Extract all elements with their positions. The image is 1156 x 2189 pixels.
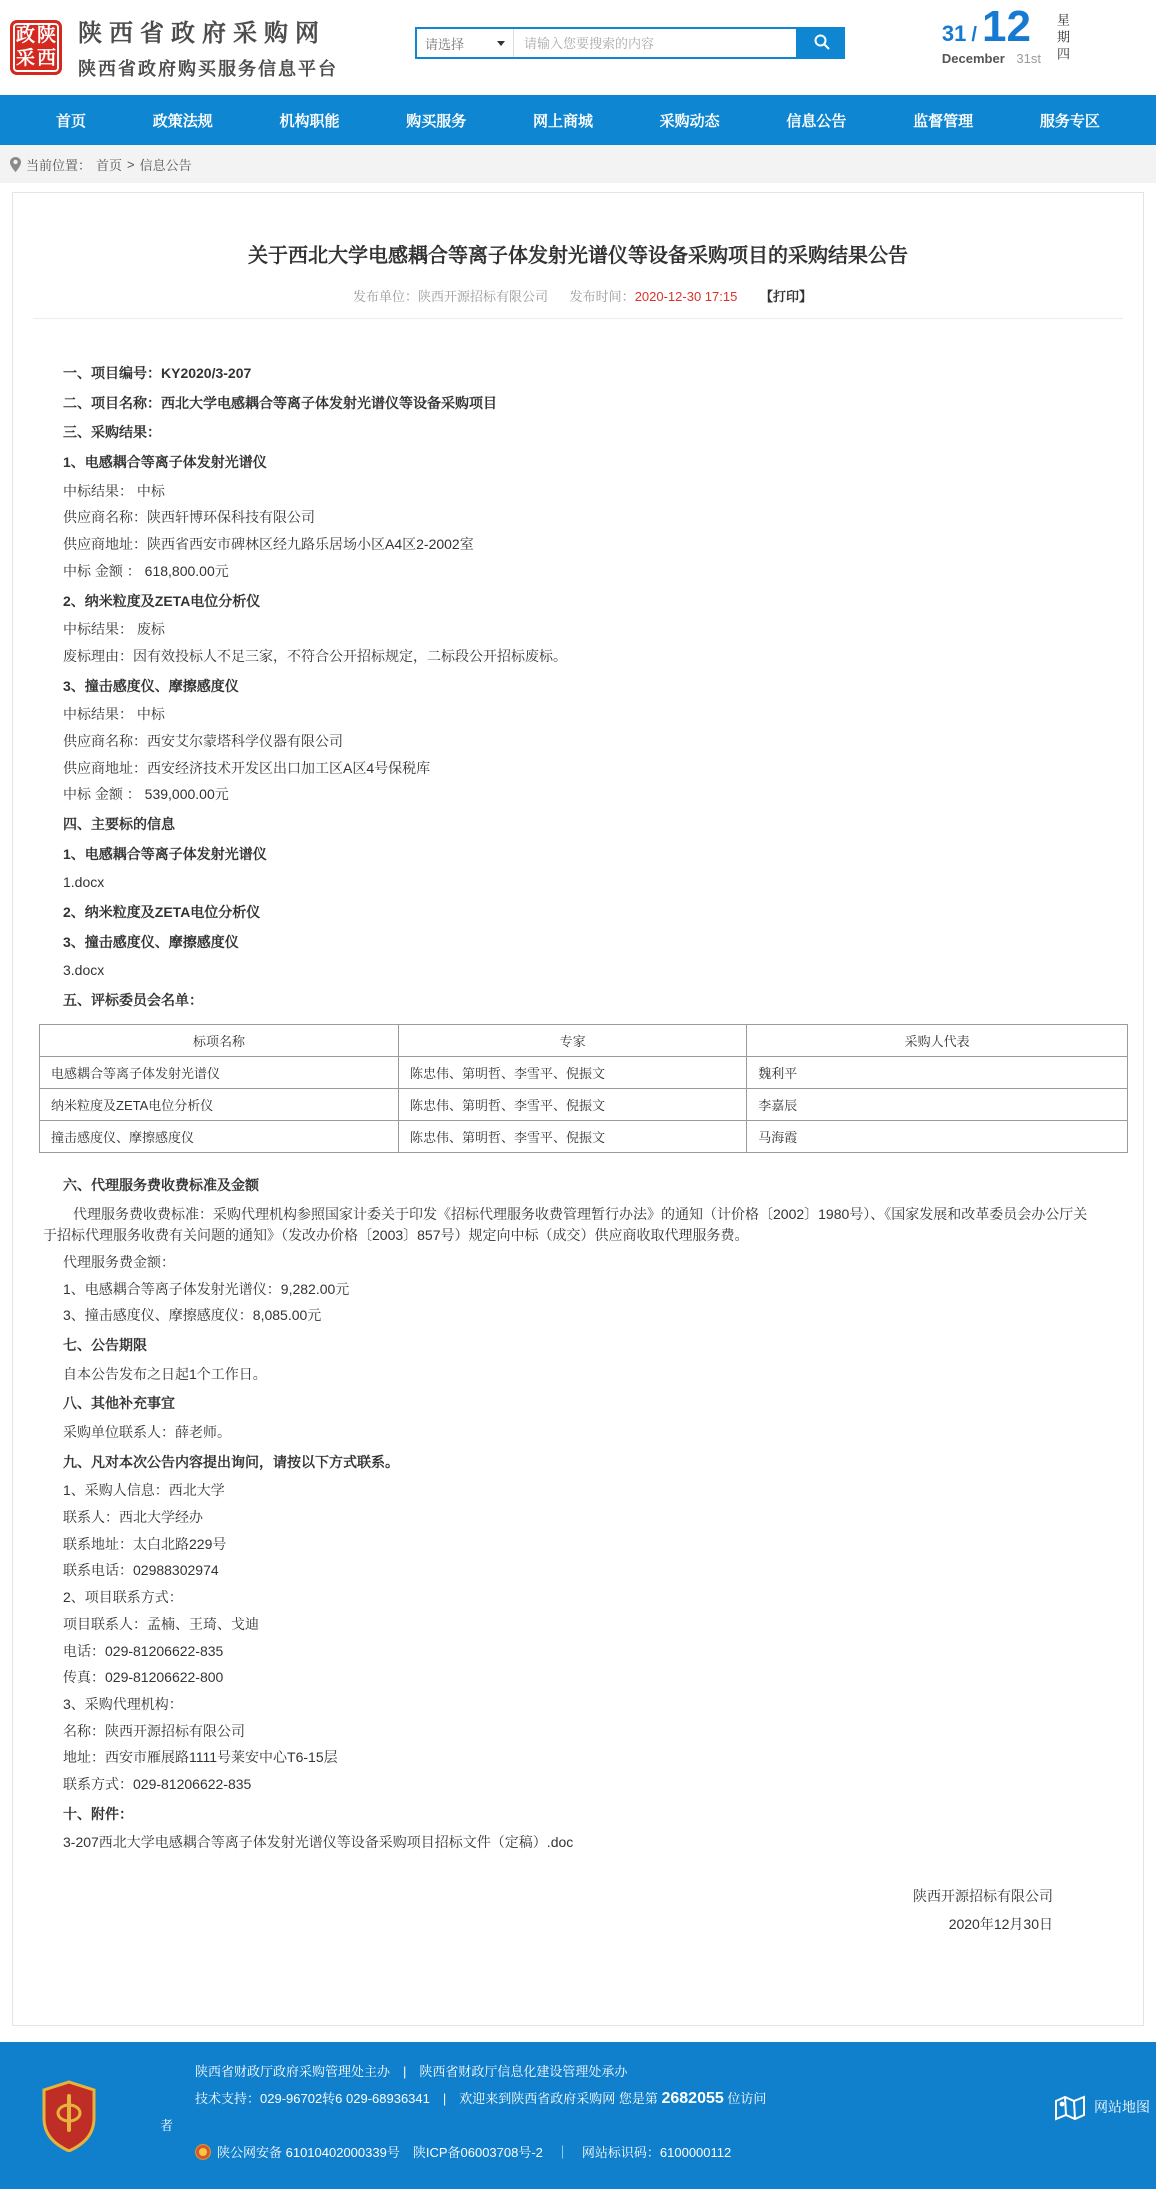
logo-seal-char: 西 [36, 47, 56, 69]
signature-date: 2020年12月30日 [948, 1916, 1053, 1932]
sitemap-label: 网站地图 [1094, 2099, 1150, 2115]
logo-seal-char: 陕 [36, 25, 56, 47]
article-line: 中标结果： 废标 [63, 621, 165, 638]
table-row [40, 1120, 1128, 1152]
article-line: 名称：陕西开源招标有限公司 [63, 1722, 245, 1739]
article-line: 电话：029-81206622-835 [63, 1642, 224, 1659]
article-line: 四、主要标的信息 [63, 816, 175, 832]
signature-company: 陕西开源招标有限公司 [913, 1888, 1053, 1904]
article-line: 代理服务费金额： [63, 1253, 175, 1270]
date-widget [941, 2, 1072, 66]
sitemap-map-icon [1053, 2092, 1087, 2122]
article-line: 2、纳米粒度及ZETA电位分析仪 [63, 904, 261, 921]
breadcrumb-separator: > [127, 156, 135, 172]
article-line: 中标结果： 中标 [63, 706, 165, 723]
search-input[interactable] [514, 29, 796, 57]
article-line: 九、凡对本次公告内容提出询问，请按以下方式联系。 [63, 1453, 399, 1470]
table-row [40, 1056, 1128, 1088]
article-line: 供应商名称：西安艾尔蒙塔科学仪器有限公司 [63, 732, 343, 749]
table-row [40, 1088, 1128, 1120]
article-line: 供应商名称：陕西轩博环保科技有限公司 [63, 509, 315, 526]
date-weekday: 星期四 [1055, 13, 1070, 64]
footer-organizer-line: 陕西省财政厅政府采购管理处主办 | 陕西省财政厅信息化建设管理处承办 [195, 2064, 628, 2079]
article-line: 1、电感耦合等离子体发射光谱仪 [63, 454, 267, 471]
support-text-post: 位访问 [723, 2091, 767, 2106]
table-header-cell: 标项名称 [40, 1024, 399, 1056]
article-line: 六、代理服务费收费标准及金额 [63, 1176, 259, 1193]
publish-time-segment [570, 289, 738, 304]
article-line: 中标结果： 中标 [63, 482, 165, 499]
article-line: 联系人：西北大学经办 [63, 1509, 203, 1526]
nav-item-5[interactable]: 采购动态 [659, 112, 720, 130]
beian-text: 陕公网安备 61010402000339号 陕ICP备06003708号-2 ｜ 网站标识码：6100000112 [217, 2145, 732, 2160]
article-line: 二、项目名称：西北大学电感耦合等离子体发射光谱仪等设备采购项目 [63, 394, 497, 411]
nav-item-3[interactable]: 购买服务 [406, 112, 467, 130]
article-line: 联系电话：02988302974 [63, 1562, 219, 1579]
logo-seal-char: 政 [15, 25, 35, 47]
article-line: 3、撞击感度仪、摩擦感度仪：8,085.00元 [63, 1307, 322, 1324]
article-line: 3、采购代理机构： [63, 1695, 183, 1712]
breadcrumb-prefix: 当前位置： [26, 157, 92, 173]
article-line: 五、评标委员会名单： [63, 992, 203, 1009]
search-category-select[interactable] [417, 29, 514, 57]
site-subtitle: 陕西省政府购买服务信息平台 [78, 59, 338, 79]
article-line: 供应商地址：西安经济技术开发区出口加工区A区4号保税库 [63, 759, 431, 776]
table-header-cell: 专家 [399, 1024, 747, 1056]
publisher-segment [353, 289, 548, 304]
logo-seal-icon [10, 20, 62, 75]
table-cell: 陈忠伟、第明哲、李雪平、倪振文 [399, 1088, 747, 1120]
article-line: 1、采购人信息：西北大学 [63, 1482, 225, 1499]
page-footer [0, 2042, 1156, 2189]
footer-beian-line [160, 2139, 860, 2166]
date-day: 31 [941, 21, 967, 46]
search-select-label: 请选择 [425, 36, 465, 52]
location-pin-icon [10, 157, 21, 172]
page-header [0, 0, 1156, 95]
article-line: 废标理由：因有效投标人不足三家，不符合公开招标规定，二标段公开招标废标。 [63, 647, 567, 664]
nav-item-7[interactable]: 监督管理 [913, 112, 974, 130]
article-line: 七、公告期限 [63, 1336, 147, 1353]
date-block [941, 2, 1041, 66]
article-title: 关于西北大学电感耦合等离子体发射光谱仪等设备采购项目的采购结果公告 [248, 245, 908, 267]
search-icon [813, 33, 831, 54]
table-cell: 陈忠伟、第明哲、李雪平、倪振文 [399, 1120, 747, 1152]
article-line: 2、项目联系方式： [63, 1589, 183, 1606]
article-line: 代理服务费收费标准：采购代理机构参照国家计委关于印发《招标代理服务收费管理暂行办法》的通知（计价格〔2002〕1980号）、《国家发展和改革委员会办公厅关于招标代理服务收费有关问题的通知》（发改办价格〔2003〕857号）规定向中标（成交）供应商收取代理服务费。 [43, 1205, 1088, 1244]
article-line: 联系方式：029-81206622-835 [63, 1775, 252, 1792]
nav-item-0[interactable]: 首页 [56, 112, 87, 130]
article-line: 2、纳米粒度及ZETA电位分析仪 [63, 592, 261, 609]
main-nav [0, 95, 1156, 145]
signature-block [63, 1882, 1093, 1938]
breadcrumb-current-link[interactable]: 信息公告 [139, 157, 192, 173]
logo-seal-char: 采 [15, 47, 35, 69]
date-month-en: December [941, 51, 1005, 66]
article-line: 中标 金额 ： 539,000.00元 [63, 786, 229, 803]
article-line: 自本公告发布之日起1个工作日。 [63, 1365, 267, 1382]
nav-item-1[interactable]: 政策法规 [152, 112, 213, 130]
article-line: 联系地址：太白北路229号 [63, 1535, 227, 1552]
publisher-value: 陕西开源招标有限公司 [418, 289, 549, 304]
site-title-block [78, 13, 338, 81]
article-line: 3、撞击感度仪、摩擦感度仪 [63, 933, 239, 950]
nav-item-4[interactable]: 网上商城 [532, 112, 593, 130]
article-line: 中标 金额 ： 618,800.00元 [63, 562, 229, 579]
footer-support-line [160, 2085, 860, 2112]
nav-item-2[interactable]: 机构职能 [279, 112, 340, 130]
article-line: 地址：西安市雁展路1111号莱安中心T6-15层 [63, 1749, 338, 1766]
content-card [12, 192, 1144, 2026]
table-cell: 马海霞 [747, 1120, 1128, 1152]
table-cell: 李嘉辰 [747, 1088, 1128, 1120]
search-button[interactable] [798, 27, 845, 59]
article-line: 八、其他补充事宜 [63, 1395, 175, 1412]
table-cell: 魏利平 [747, 1056, 1128, 1088]
date-slash: / [971, 24, 977, 46]
table-cell: 陈忠伟、第明哲、李雪平、倪振文 [399, 1056, 747, 1088]
search-box [415, 27, 798, 59]
search-bar [415, 27, 845, 59]
support-text: 技术支持：029-96702转6 029-68936341 | 欢迎来到陕西省政府采购网 您是第 [195, 2091, 662, 2106]
breadcrumb-home-link[interactable]: 首页 [96, 157, 123, 173]
nav-item-6[interactable]: 信息公告 [786, 112, 847, 130]
article-meta [13, 286, 1143, 305]
article-line: 1、电感耦合等离子体发射光谱仪 [63, 845, 267, 862]
footer-support-wrap-line: 者 [160, 2118, 174, 2133]
sitemap-button[interactable] [1053, 2092, 1150, 2122]
visitor-count: 2682055 [661, 2090, 724, 2107]
date-day-en: 31st [1016, 51, 1041, 66]
nav-item-8[interactable]: 服务专区 [1039, 112, 1100, 130]
publish-time-value: 2020-12-30 17:15 [634, 289, 738, 304]
article-line: 一、项目编号：KY2020/3-207 [63, 365, 252, 381]
integrity-emblem-icon [40, 2080, 98, 2157]
table-cell: 电感耦合等离子体发射光谱仪 [40, 1056, 399, 1088]
publish-time-label: 发布时间： [569, 289, 635, 304]
article-line: 供应商地址：陕西省西安市碑林区经九路乐居场小区A4区2-2002室 [63, 536, 474, 553]
attachment-link[interactable]: 3.docx [63, 962, 105, 979]
committee-table [39, 1024, 1128, 1153]
table-cell: 撞击感度仪、摩擦感度仪 [40, 1120, 399, 1152]
attachment-link[interactable]: 1.docx [63, 874, 105, 891]
site-logo[interactable] [10, 13, 338, 81]
site-title: 陕西省政府采购网 [78, 20, 326, 47]
breadcrumb [0, 145, 1156, 183]
footer-text-block [160, 2058, 860, 2166]
attachment-link[interactable]: 3-207西北大学电感耦合等离子体发射光谱仪等设备采购项目招标文件（定稿）.doc [63, 1834, 574, 1851]
date-month: 12 [981, 2, 1031, 51]
article-line: 三、采购结果： [63, 424, 161, 441]
print-button[interactable]: 【打印】 [759, 289, 812, 304]
article-line: 项目联系人：孟楠、王琦、戈迪 [63, 1615, 259, 1632]
article-line: 1、电感耦合等离子体发射光谱仪：9,282.00元 [63, 1280, 350, 1297]
table-cell: 纳米粒度及ZETA电位分析仪 [40, 1088, 399, 1120]
publisher-label: 发布单位： [353, 289, 419, 304]
article-line: 传真：029-81206622-800 [63, 1669, 224, 1686]
article-line: 采购单位联系人：薛老师。 [63, 1424, 231, 1440]
chevron-down-icon [497, 41, 505, 46]
article-body [13, 319, 1143, 1938]
table-header-cell: 采购人代表 [747, 1024, 1128, 1056]
article-line: 十、附件： [63, 1805, 133, 1822]
article-line: 3、撞击感度仪、摩擦感度仪 [63, 677, 239, 694]
police-badge-icon [195, 2144, 211, 2160]
